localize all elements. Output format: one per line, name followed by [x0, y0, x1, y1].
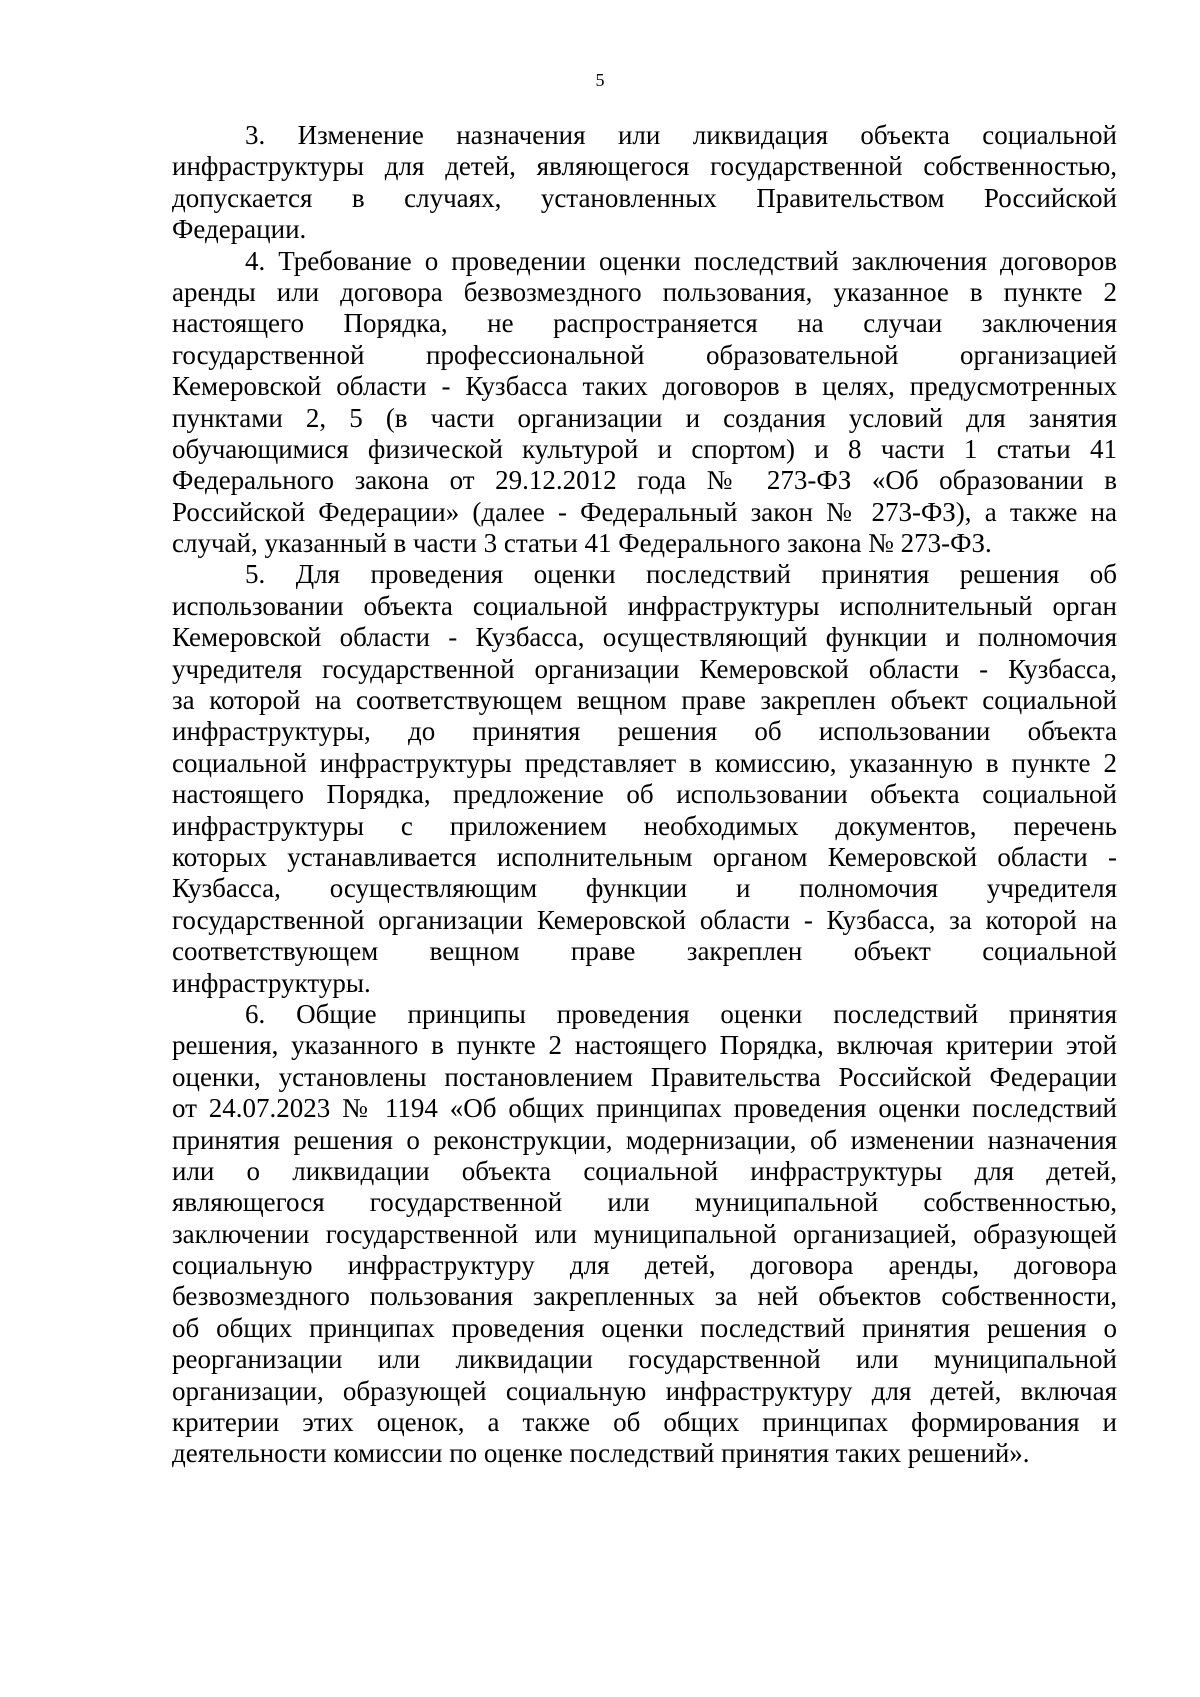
- paragraph-3: [172, 120, 1117, 246]
- text-line: 3. Изменение назначения или ликвидация объекта социальной: [245, 120, 1117, 150]
- text-line: или о ликвидации объекта социальной инфраструктуры для детей,: [172, 1155, 1117, 1186]
- text-line: Российской Федерации» (далее - Федеральный закон № 273-ФЗ), а также на: [172, 496, 1117, 527]
- text-line: инфраструктуры для детей, являющегося государственной собственностью,: [172, 151, 1117, 182]
- text-line: 5. Для проведения оценки последствий принятия решения об: [245, 559, 1117, 590]
- text-line: Федерального закона от 29.12.2012 года № 273-ФЗ «Об образовании в: [172, 465, 1117, 496]
- text-line: которых устанавливается исполнительным органом Кемеровской области -: [172, 841, 1117, 872]
- text-line: об общих принципах проведения оценки последствий принятия решения о: [172, 1312, 1117, 1343]
- text-line: от 24.07.2023 № 1194 «Об общих принципах проведения оценки последствий: [172, 1093, 1117, 1124]
- text-line: инфраструктуры, до принятия решения об использовании объекта: [172, 716, 1117, 747]
- text-line: за которой на соответствующем вещном праве закреплен объект социальной: [172, 685, 1117, 716]
- text-line: настоящего Порядка, предложение об использовании объекта социальной: [172, 779, 1117, 810]
- text-line: инфраструктуры с приложением необходимых документов, перечень: [172, 810, 1117, 841]
- text-line: Кемеровской области - Кузбасса, осуществляющий функции и полномочия: [172, 622, 1117, 653]
- paragraph-6: [172, 999, 1117, 1470]
- text-line: 4. Требование о проведении оценки последствий заключения договоров: [245, 245, 1117, 276]
- text-line: аренды или договора безвозмездного пользования, указанное в пункте 2: [172, 276, 1117, 307]
- text-line: критерии этих оценок, а также об общих принципах формирования и: [172, 1407, 1117, 1438]
- text-line: оценки, установлены постановлением Правительства Российской Федерации: [172, 1061, 1117, 1092]
- text-line: случай, указанный в части 3 статьи 41 Федерального закона № 273-ФЗ.: [172, 528, 992, 559]
- text-line: учредителя государственной организации Кемеровской области - Кузбасса,: [172, 653, 1117, 684]
- paragraph-5: [172, 559, 1117, 998]
- text-line: деятельности комиссии по оценке последствий принятия таких решений».: [172, 1438, 1030, 1469]
- text-line: 6. Общие принципы проведения оценки последствий принятия: [245, 998, 1117, 1029]
- text-line: Кузбасса, осуществляющим функции и полномочия учредителя: [172, 873, 1117, 904]
- text-line: соответствующем вещном праве закреплен объект социальной: [172, 936, 1117, 967]
- text-line: являющегося государственной или муниципальной собственностью,: [172, 1187, 1117, 1218]
- document-body: [172, 120, 1117, 1470]
- text-line: использовании объекта социальной инфраструктуры исполнительный орган: [172, 590, 1117, 621]
- paragraph-4: [172, 246, 1117, 560]
- text-line: инфраструктуры.: [172, 967, 371, 998]
- page-number: 5: [595, 70, 605, 90]
- text-line: организации, образующей социальную инфраструктуру для детей, включая: [172, 1375, 1117, 1406]
- text-line: социальной инфраструктуры представляет в комиссию, указанную в пункте 2: [172, 747, 1117, 778]
- text-line: заключении государственной или муниципальной организацией, образующей: [172, 1218, 1117, 1249]
- text-line: реорганизации или ликвидации государственной или муниципальной: [172, 1344, 1117, 1375]
- text-line: социальную инфраструктуру для детей, договора аренды, договора: [172, 1250, 1117, 1281]
- text-line: принятия решения о реконструкции, модернизации, об изменении назначения: [172, 1124, 1117, 1155]
- text-line: обучающимися физической культурой и спортом) и 8 части 1 статьи 41: [172, 433, 1117, 464]
- text-line: решения, указанного в пункте 2 настоящего Порядка, включая критерии этой: [172, 1030, 1117, 1061]
- text-line: безвозмездного пользования закрепленных за ней объектов собственности,: [172, 1281, 1117, 1312]
- text-line: государственной профессиональной образовательной организацией: [172, 339, 1117, 370]
- text-line: допускается в случаях, установленных Правительством Российской: [172, 182, 1117, 213]
- text-line: Кемеровской области - Кузбасса таких договоров в целях, предусмотренных: [172, 371, 1117, 402]
- text-line: пунктами 2, 5 (в части организации и создания условий для занятия: [172, 402, 1117, 433]
- text-line: государственной организации Кемеровской области - Кузбасса, за которой на: [172, 904, 1117, 935]
- text-line: Федерации.: [172, 214, 307, 245]
- text-line: настоящего Порядка, не распространяется на случаи заключения: [172, 308, 1117, 339]
